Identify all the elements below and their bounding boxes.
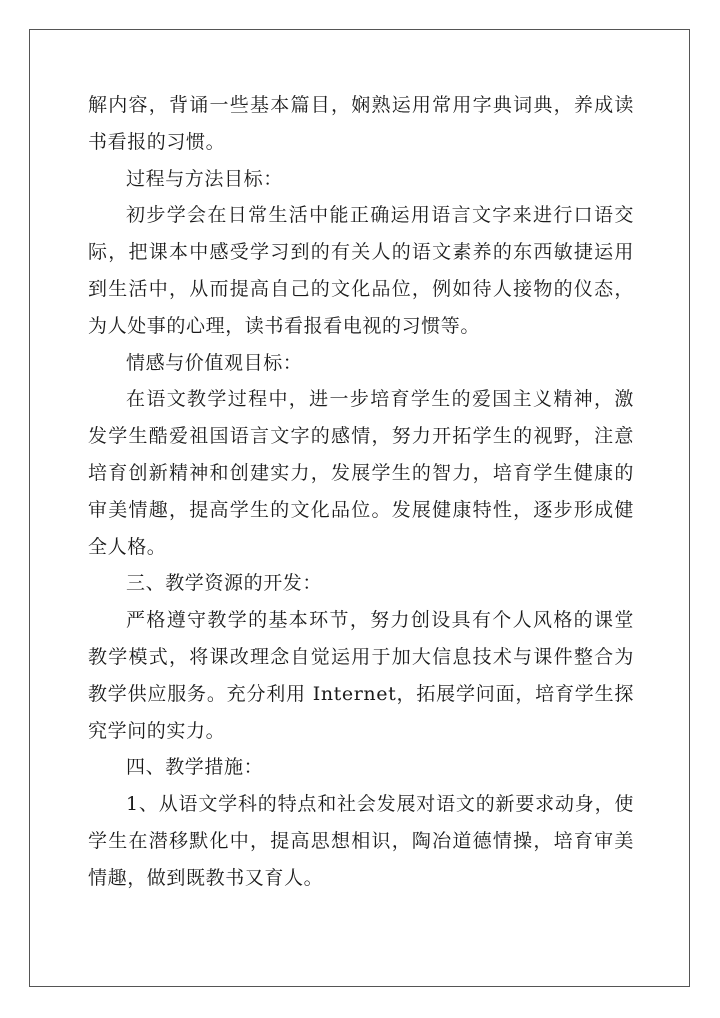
paragraph-process-method: 初步学会在日常生活中能正确运用语言文字来进行口语交际，把课本中感受学习到的有关人的语文素养的东西敏捷运用到生活中，从而提高自己的文化品位，例如待人接物的仪态，为人处事的心理，读书看报看电视的习惯等。 [88, 204, 634, 337]
heading-process-method-goal: 过程与方法目标： [126, 167, 283, 190]
heading-emotion-value-goal: 情感与价值观目标： [126, 351, 303, 374]
paragraph-measure-1: 1、从语文学科的特点和社会发展对语文的新要求动身，使学生在潜移默化中，提高思想相识，陶冶道德情操，培育审美情趣，做到既教书又育人。 [88, 793, 634, 889]
paragraph-emotion-value: 在语文教学过程中，进一步培育学生的爱国主义精神，激发学生酷爱祖国语言文字的感情，努力开拓学生的视野，注意培育创新精神和创建实力，发展学生的智力，培育学生健康的审美情趣，提高学生的文化品位。发展健康特性，逐步形成健全人格。 [88, 388, 634, 558]
heading-teaching-measures: 四、教学措施： [126, 756, 264, 779]
document-body [88, 87, 634, 897]
paragraph-continuation: 解内容，背诵一些基本篇目，娴熟运用常用字典词典，养成读书看报的习惯。 [88, 94, 634, 153]
paragraph-resource-development: 严格遵守教学的基本环节，努力创设具有个人风格的课堂教学模式，将课改理念自觉运用于加大信息技术与课件整合为教学供应服务。充分利用 Internet，拓展学问面，培育学生探究学问的实力。 [88, 609, 634, 742]
heading-resource-development: 三、教学资源的开发： [126, 572, 323, 595]
